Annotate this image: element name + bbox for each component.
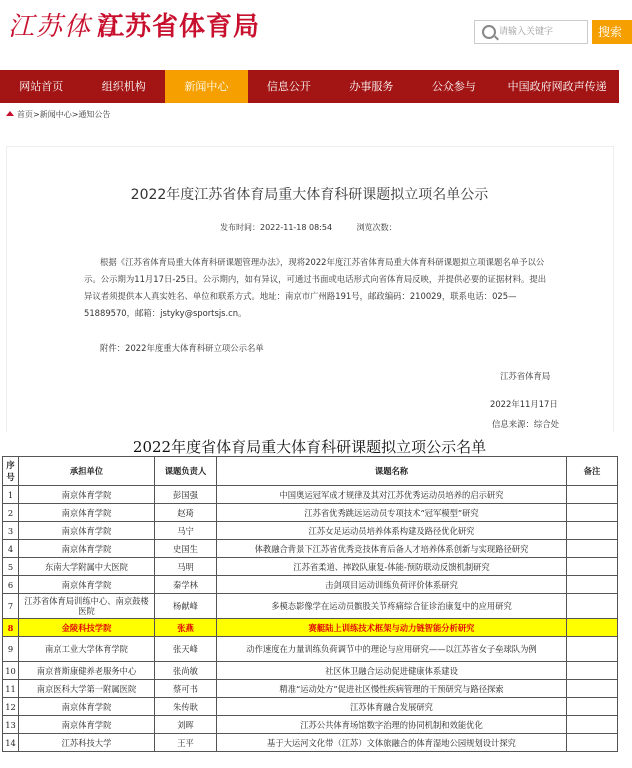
header-no: 序号 xyxy=(3,457,19,486)
breadcrumb xyxy=(6,109,110,120)
row-unit: 南京体育学院 xyxy=(19,716,155,734)
row-note xyxy=(567,680,618,698)
article-signature: 江苏省体育局 xyxy=(500,371,551,381)
row-person: 蔡可书 xyxy=(155,680,217,698)
article-date: 2022年11月17日 xyxy=(490,399,558,409)
attachment-link[interactable]: 附件：2022年度重大体育科研立项公示名单 xyxy=(100,343,264,353)
row-person: 刘晖 xyxy=(155,716,217,734)
row-unit: 南京普斯康健养老服务中心 xyxy=(19,662,155,680)
table-row xyxy=(3,662,618,680)
row-no: 10 xyxy=(3,662,19,680)
row-unit: 南京体育学院 xyxy=(19,540,155,558)
row-person: 马明 xyxy=(155,558,217,576)
header-note: 备注 xyxy=(567,457,618,486)
site-logo-title[interactable]: 江苏省体育局 xyxy=(98,12,261,42)
row-project: 社区体卫融合运动促进健康体系建设 xyxy=(217,662,567,680)
home-icon xyxy=(6,111,14,116)
search-box xyxy=(474,20,588,44)
article-title: 2022年度江苏省体育局重大体育科研课题拟立项名单公示 xyxy=(130,187,489,203)
project-table xyxy=(2,456,618,752)
row-note xyxy=(567,558,618,576)
row-person: 张天峰 xyxy=(155,637,217,662)
table-row xyxy=(3,680,618,698)
table-row xyxy=(3,576,618,594)
row-unit: 南京医科大学第一附属医院 xyxy=(19,680,155,698)
row-note xyxy=(567,504,618,522)
logo-calligraphy[interactable]: 江苏体育 xyxy=(8,12,121,42)
row-note xyxy=(567,576,618,594)
row-project: 江苏省柔道、摔跤队康复-体能-预防联动反馈机制研究 xyxy=(217,558,567,576)
row-unit: 南京体育学院 xyxy=(19,522,155,540)
row-unit: 南京体育学院 xyxy=(19,504,155,522)
row-person: 彭国强 xyxy=(155,486,217,504)
table-row xyxy=(3,504,618,522)
publish-time: 发布时间：2022-11-18 08:54 xyxy=(220,223,333,232)
row-project: 体教融合背景下江苏省优秀竞技体育后备人才培养体系创新与实现路径研究 xyxy=(217,540,567,558)
row-project: 精准“运动处方”促进社区慢性疾病管理的干预研究与路径探索 xyxy=(217,680,567,698)
header-person: 课题负责人 xyxy=(155,457,217,486)
search-input[interactable] xyxy=(499,23,585,41)
site-header xyxy=(0,0,623,70)
nav-gov-voice[interactable]: 中国政府网政声传递 xyxy=(507,80,607,93)
row-note xyxy=(567,540,618,558)
nav-info-disclosure[interactable]: 信息公开 xyxy=(266,80,311,93)
row-note xyxy=(567,716,618,734)
header-unit: 承担单位 xyxy=(19,457,155,486)
row-no: 13 xyxy=(3,716,19,734)
table-row xyxy=(3,734,618,752)
row-person: 马宁 xyxy=(155,522,217,540)
row-no: 6 xyxy=(3,576,19,594)
row-person: 王平 xyxy=(155,734,217,752)
table-row xyxy=(3,522,618,540)
breadcrumb-text[interactable]: 首页>新闻中心>通知公告 xyxy=(17,110,111,119)
row-project: 多模态影像学在运动员髌股关节疼痛综合征诊治康复中的应用研究 xyxy=(217,594,567,619)
row-note xyxy=(567,698,618,716)
row-note xyxy=(567,619,618,637)
table-row xyxy=(3,716,618,734)
row-project: 动作速度在力量训练负荷调节中的理论与应用研究——以江苏省女子垒球队为例 xyxy=(217,637,567,662)
article-meta xyxy=(220,222,419,233)
view-count: 浏览次数： xyxy=(356,223,397,232)
row-person: 赵琦 xyxy=(155,504,217,522)
search-icon xyxy=(482,25,496,39)
article-source: 信息来源：综合处 xyxy=(492,419,559,429)
nav-public-participation[interactable]: 公众参与 xyxy=(431,80,476,93)
nav-services[interactable]: 办事服务 xyxy=(349,80,394,93)
table-header-row xyxy=(3,457,618,486)
table-row xyxy=(3,486,618,504)
row-no: 4 xyxy=(3,540,19,558)
row-person: 秦学林 xyxy=(155,576,217,594)
row-no: 5 xyxy=(3,558,19,576)
nav-news-center[interactable]: 新闻中心 xyxy=(165,70,248,103)
row-no: 1 xyxy=(3,486,19,504)
row-no: 11 xyxy=(3,680,19,698)
row-project: 江苏省优秀跳远运动员专项技术“冠军模型”研究 xyxy=(217,504,567,522)
table-row xyxy=(3,637,618,662)
row-unit: 南京体育学院 xyxy=(19,698,155,716)
row-project: 击剑项目运动训练负荷评价体系研究 xyxy=(217,576,567,594)
main-nav xyxy=(0,70,619,103)
row-unit: 南京工业大学体育学院 xyxy=(19,637,155,662)
row-unit: 江苏省体育局训练中心、南京鼓楼医院 xyxy=(19,594,155,619)
nav-home[interactable]: 网站首页 xyxy=(19,80,64,93)
table-row xyxy=(3,540,618,558)
row-note xyxy=(567,594,618,619)
row-unit: 南京体育学院 xyxy=(19,576,155,594)
row-no: 3 xyxy=(3,522,19,540)
row-note xyxy=(567,662,618,680)
table-row xyxy=(3,594,618,619)
row-person: 朱传耿 xyxy=(155,698,217,716)
row-no: 9 xyxy=(3,637,19,662)
row-project: 赛艇陆上训练技术框架与动力链智能分析研究 xyxy=(217,619,567,637)
row-person: 史国生 xyxy=(155,540,217,558)
row-person: 杨献峰 xyxy=(155,594,217,619)
row-unit: 金陵科技学院 xyxy=(19,619,155,637)
row-unit: 东南大学附属中大医院 xyxy=(19,558,155,576)
article-body: 根据《江苏省体育局重大体育科研课题管理办法》，现将2022年度江苏省体育局重大体育科研课题拟立项课题名单予以公示。公示期为11月17日-25日。公示期内，如有异议，可通过书面或电话形式向省体育局反映，并提供必要的证据材料。提出异议者须提供本人真实姓名、单位和联系方式。地址：南京市广州路191号，邮政编码：210029，联系电话：025—51889570，邮箱：jstyky@sportsjs.cn。 xyxy=(84,257,547,318)
row-note xyxy=(567,734,618,752)
list-title: 2022年度省体育局重大体育科研课题拟立项公示名单 xyxy=(132,438,487,456)
table-row-highlighted xyxy=(3,619,618,637)
row-project: 江苏女足运动员培养体系构建及路径优化研究 xyxy=(217,522,567,540)
row-no: 8 xyxy=(3,619,19,637)
row-unit: 江苏科技大学 xyxy=(19,734,155,752)
row-no: 7 xyxy=(3,594,19,619)
row-unit: 南京体育学院 xyxy=(19,486,155,504)
search-button[interactable]: 搜索 xyxy=(592,20,632,44)
row-no: 2 xyxy=(3,504,19,522)
row-note xyxy=(567,522,618,540)
table-row xyxy=(3,558,618,576)
row-project: 中国奥运冠军成才规律及其对江苏优秀运动员培养的启示研究 xyxy=(217,486,567,504)
header-name: 课题名称 xyxy=(217,457,567,486)
row-person: 张尚敏 xyxy=(155,662,217,680)
row-no: 14 xyxy=(3,734,19,752)
row-project: 江苏公共体育场馆数字治理的协同机制和效能优化 xyxy=(217,716,567,734)
row-note xyxy=(567,486,618,504)
row-project: 江苏体育融合发展研究 xyxy=(217,698,567,716)
row-person: 张燕 xyxy=(155,619,217,637)
row-project: 基于大运河文化带（江苏）文体旅融合的体育湿地公园规划设计探究 xyxy=(217,734,567,752)
row-note xyxy=(567,637,618,662)
row-no: 12 xyxy=(3,698,19,716)
table-row xyxy=(3,698,618,716)
nav-organization[interactable]: 组织机构 xyxy=(101,80,146,93)
